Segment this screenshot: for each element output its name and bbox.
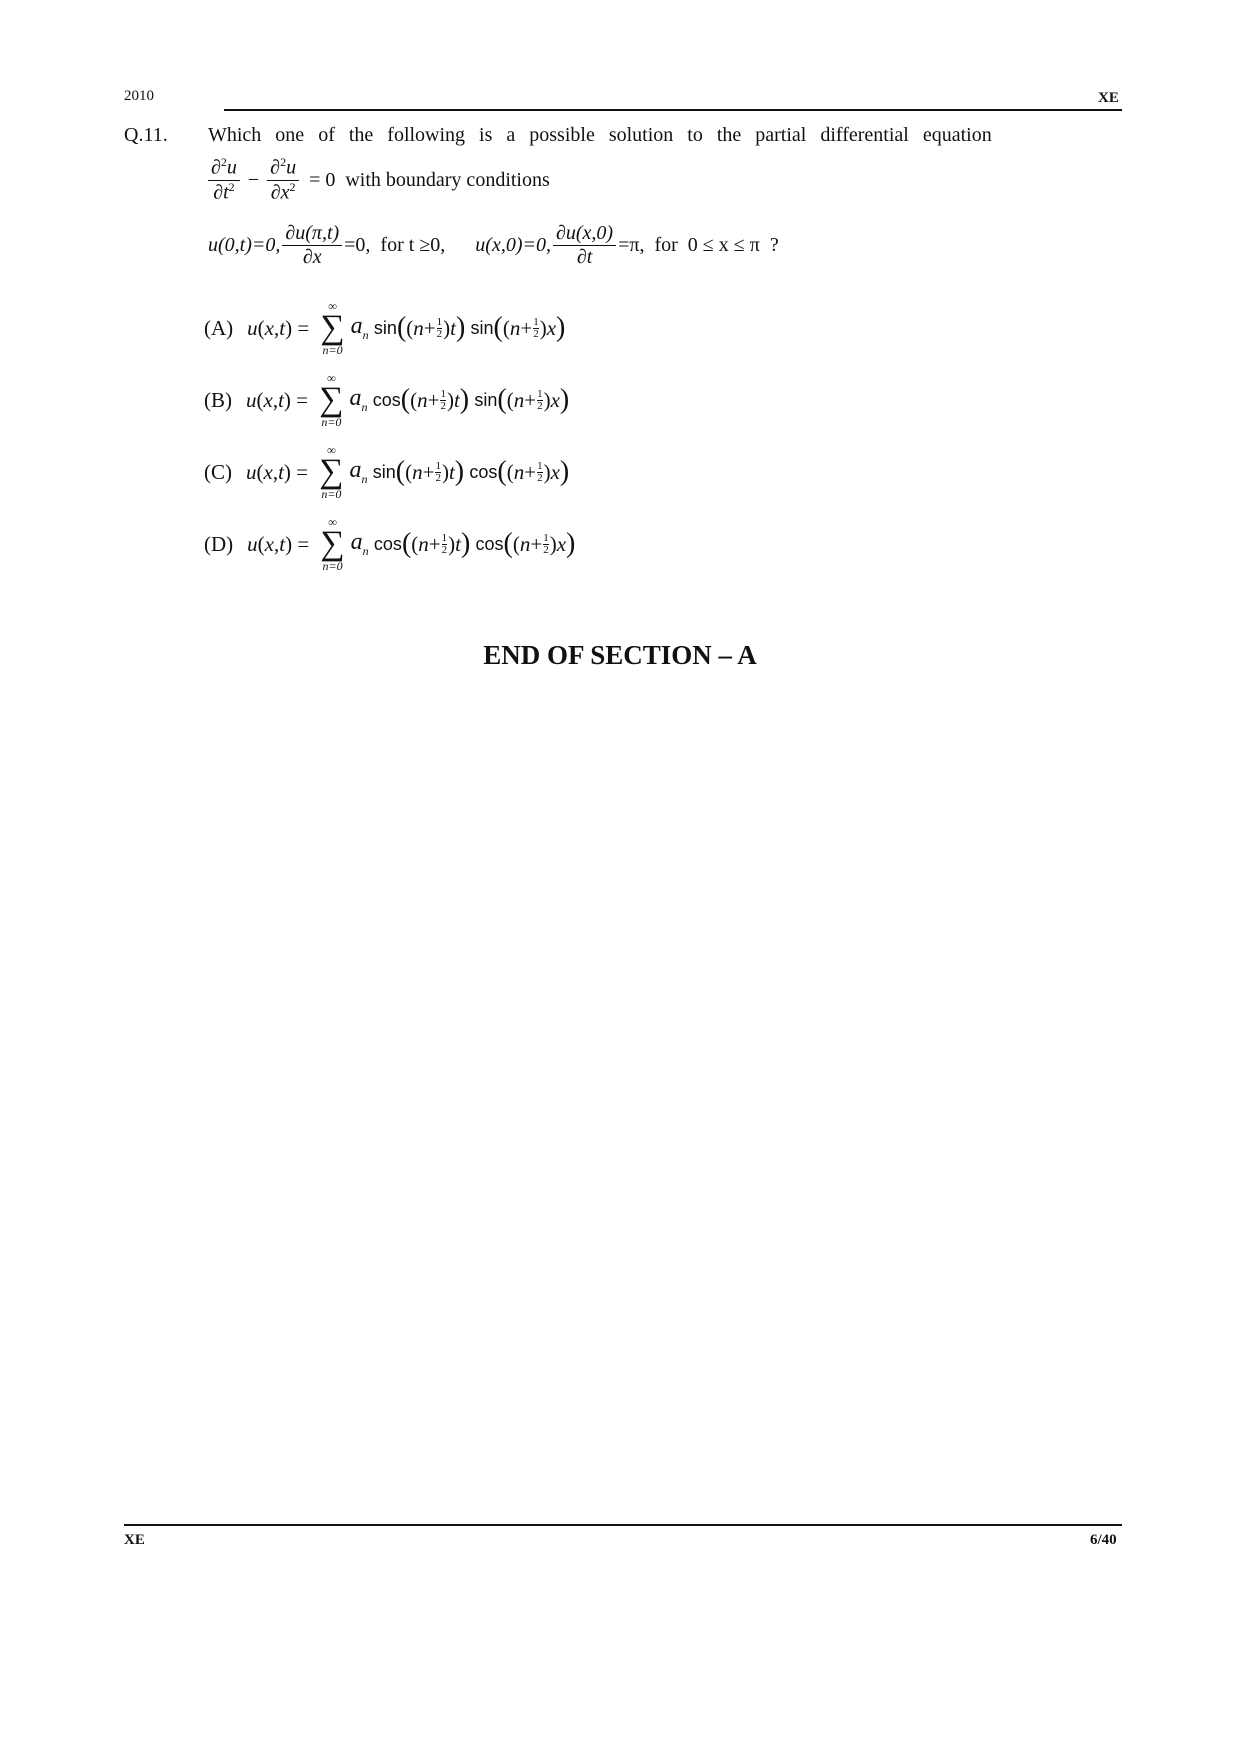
boundary-frac-1-num: ∂u(π,t) — [282, 222, 342, 246]
boundary-frac-1 — [282, 222, 342, 269]
header-year: 2010 — [124, 88, 154, 104]
header-paper-code: XE — [1098, 90, 1119, 106]
pde-term-1: $\frac{\partial^2u}{\partial t^2}$ — [208, 156, 240, 204]
pde-equation-suffix: = 0 with boundary conditions — [309, 168, 550, 191]
option-label: (C) — [204, 459, 232, 484]
option-func-2: sin — [470, 317, 494, 338]
option-c: (C) u ( x , t ) = ∞ ∑ n=0 $a_n$ sin ( ( n + 1 2 ) t ) cos ( ( n + 1 2 ) x ) — [204, 443, 570, 502]
fraction-one-half: 1 2 — [533, 315, 539, 340]
coefficient-a-n: $a_n$ — [350, 313, 369, 343]
fraction-one-half: 1 2 — [436, 315, 443, 340]
fraction-one-half: 1 2 — [537, 459, 543, 484]
footer-paper-code: XE — [124, 1532, 145, 1548]
header-rule — [224, 109, 1122, 111]
option-func-1: cos — [373, 533, 402, 554]
boundary-conditions — [208, 222, 779, 269]
option-b: (B) u ( x , t ) = ∞ ∑ n=0 $a_n$ cos ( ( n + 1 2 ) t ) sin ( ( n + 1 2 ) x ) — [204, 371, 570, 430]
footer-rule — [124, 1524, 1122, 1526]
summation: ∞ ∑ n=0 — [320, 515, 345, 574]
fraction-one-half: 1 2 — [543, 531, 549, 556]
boundary-part-4: =π, for 0 ≤ x ≤ π ? — [618, 234, 779, 256]
coefficient-a-n: $a_n$ — [349, 385, 368, 415]
pde-term-2: $\frac{\partial^2u}{\partial x^2}$ — [267, 156, 299, 204]
summation: ∞ ∑ n=0 — [319, 371, 344, 430]
option-label: (B) — [204, 387, 232, 412]
fraction-one-half: 1 2 — [537, 387, 543, 412]
option-func-2: cos — [475, 533, 504, 554]
option-func-1: cos — [372, 389, 401, 410]
option-func-1: sin — [373, 317, 397, 338]
coefficient-a-n: $a_n$ — [350, 529, 369, 559]
boundary-part-1: u(0,t)=0, — [208, 234, 281, 256]
boundary-frac-2 — [553, 222, 616, 269]
coefficient-a-n: $a_n$ — [349, 457, 368, 487]
option-label: (D) — [204, 531, 234, 556]
boundary-part-2: =0, for t ≥0, — [344, 234, 446, 256]
boundary-frac-2-den: ∂t — [576, 246, 593, 268]
fraction-one-half: 1 2 — [440, 387, 446, 412]
option-func-1: sin — [372, 461, 396, 482]
summation: ∞ ∑ n=0 — [319, 443, 344, 502]
boundary-part-3: u(x,0)=0, — [475, 234, 551, 256]
option-func-2: cos — [469, 461, 498, 482]
end-of-section: END OF SECTION – A — [483, 640, 757, 670]
fraction-one-half: 1 2 — [441, 531, 448, 556]
option-func-2: sin — [474, 389, 498, 410]
fraction-one-half: 1 2 — [435, 459, 441, 484]
question-text-content: Which one of the following is a possible solution to the partial differential equation — [208, 124, 992, 146]
question-text — [208, 124, 1114, 147]
option-d: (D) u ( x , t ) = ∞ ∑ n=0 $a_n$ cos ( ( n + 1 2 ) t ) cos ( ( n + 1 2 ) x ) — [204, 515, 576, 574]
option-label: (A) — [204, 315, 234, 340]
boundary-frac-1-den: ∂x — [302, 246, 322, 268]
pde-equation: $\frac{\partial^2u}{\partial t^2}$ − $\frac{\partial^2u}{\partial x^2}$ = 0 with boundary conditions — [208, 156, 550, 204]
summation: ∞ ∑ n=0 — [320, 299, 345, 358]
footer-page-number: 6/40 — [1090, 1532, 1117, 1548]
question-number: Q.11. — [124, 124, 168, 146]
option-a: (A) u ( x , t ) = ∞ ∑ n=0 $a_n$ sin ( ( n + 1 2 ) t ) sin ( ( n + 1 2 ) x ) — [204, 299, 566, 358]
boundary-frac-2-num: ∂u(x,0) — [553, 222, 616, 246]
